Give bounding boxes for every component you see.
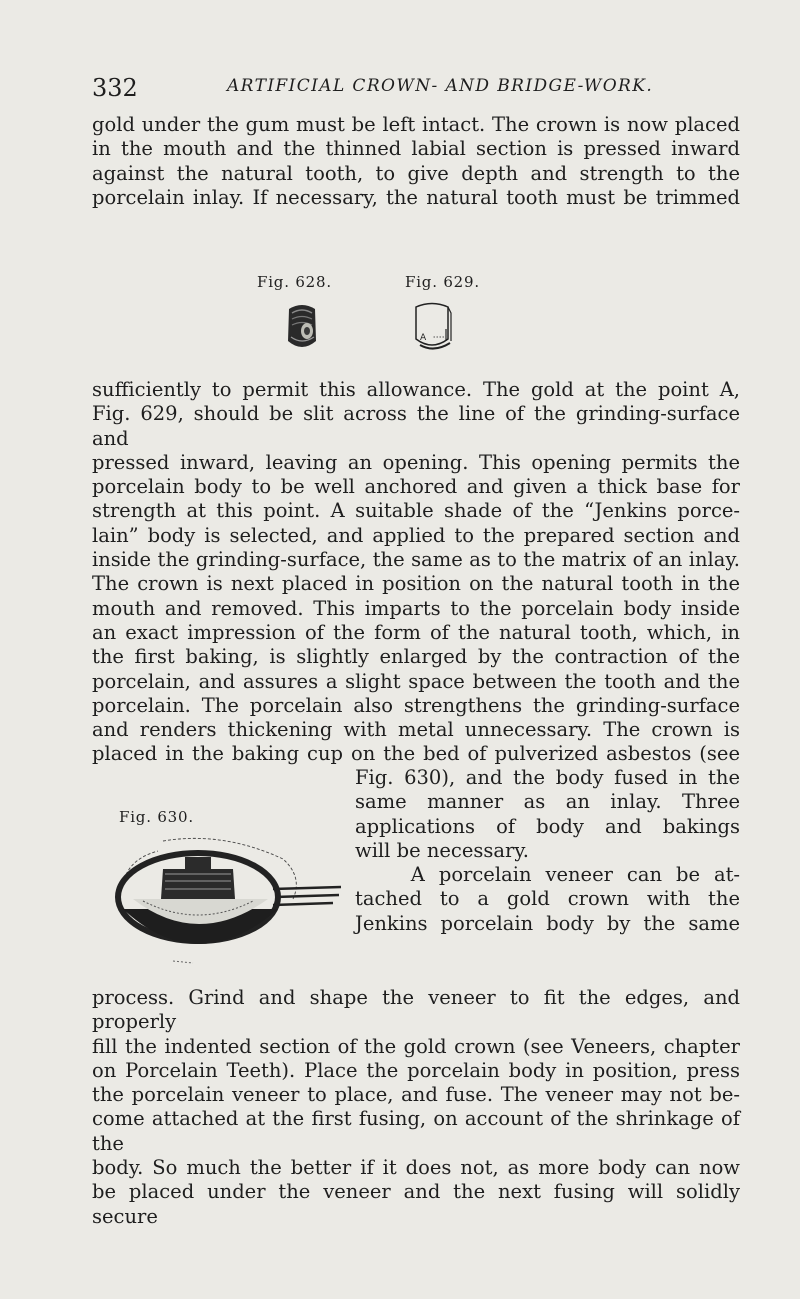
text-line: be placed under the veneer and the next fusing will solidly secure [92, 1180, 740, 1228]
text-line: applications of body and bakings [355, 814, 740, 838]
text-line: pressed inward, leaving an opening. This opening permits the [92, 450, 740, 474]
text-line: strength at this point. A suitable shade of the “Jenkins porce- [92, 499, 740, 523]
text-line: process. Grind and shape the veneer to fit the edges, and properly [92, 986, 740, 1034]
text-line: placed in the baking cup on the bed of pulverized asbestos (see [92, 742, 740, 766]
text-line: body. So much the better if it does not, as more body can now [92, 1156, 740, 1180]
wrapped-paragraph [355, 766, 740, 936]
fig-628-label: Fig. 628. [257, 273, 332, 291]
fig-629-label: Fig. 629. [405, 273, 480, 291]
paragraph-1 [92, 113, 740, 210]
paragraph-3 [92, 986, 740, 1229]
running-title: ARTIFICIAL CROWN- AND BRIDGE-WORK. [227, 76, 654, 96]
text-line: lain” body is selected, and applied to the prepared section and [92, 523, 740, 547]
text-line: The crown is next placed in position on the natural tooth in the [92, 572, 740, 596]
page-header [92, 62, 732, 102]
text-line: the first baking, is slightly enlarged by the contraction of the [92, 645, 740, 669]
text-line: against the natural tooth, to give depth and strength to the [92, 161, 740, 185]
fig-630-label: Fig. 630. [119, 808, 194, 826]
fig-629-crown-illustration [412, 301, 454, 351]
text-line: porcelain. The porcelain also strengthens the grinding-surface [92, 693, 740, 717]
text-line: on Porcelain Teeth). Place the porcelain body in position, press [92, 1058, 740, 1082]
text-line: the porcelain veneer to place, and fuse. The veneer may not be- [92, 1083, 740, 1107]
page-number: 332 [92, 74, 138, 102]
text-line: an exact impression of the form of the natural tooth, which, in [92, 620, 740, 644]
paragraph-2 [92, 378, 740, 767]
text-line: porcelain, and assures a slight space between the tooth and the [92, 669, 740, 693]
text-line: mouth and removed. This imparts to the porcelain body inside [92, 596, 740, 620]
text-line: inside the grinding-surface, the same as to the matrix of an inlay. [92, 548, 740, 572]
text-line: and renders thickening with metal unnecessary. The crown is [92, 718, 740, 742]
text-line: in the mouth and the thinned labial section is pressed inward [92, 137, 740, 161]
text-line: porcelain inlay. If necessary, the natural tooth must be trimmed [92, 185, 740, 209]
fig-629-point-label: A [420, 333, 427, 343]
text-line: gold under the gum must be left intact. The crown is now placed [92, 113, 740, 136]
text-line: Fig. 630), and the body fused in the [355, 766, 740, 789]
text-line: will be necessary. [355, 838, 529, 862]
text-line: porcelain body to be well anchored and given a thick base for [92, 475, 740, 499]
text-line: tached to a gold crown with the [355, 887, 740, 911]
fig-628-crown-illustration [286, 303, 318, 351]
fig-630-baking-cup-illustration [103, 829, 343, 969]
text-line: come attached at the first fusing, on account of the shrinkage of the [92, 1107, 740, 1155]
text-line: same manner as an inlay. Three [355, 790, 740, 814]
text-line: Jenkins porcelain body by the same [355, 911, 740, 935]
text-line: sufficiently to permit this allowance. The gold at the point A, [92, 378, 740, 401]
text-line: A porcelain veneer can be at- [355, 863, 740, 887]
text-line: Fig. 629, should be slit across the line of the grinding-surface and [92, 402, 740, 450]
text-line: fill the indented section of the gold crown (see Veneers, chapter [92, 1034, 740, 1058]
